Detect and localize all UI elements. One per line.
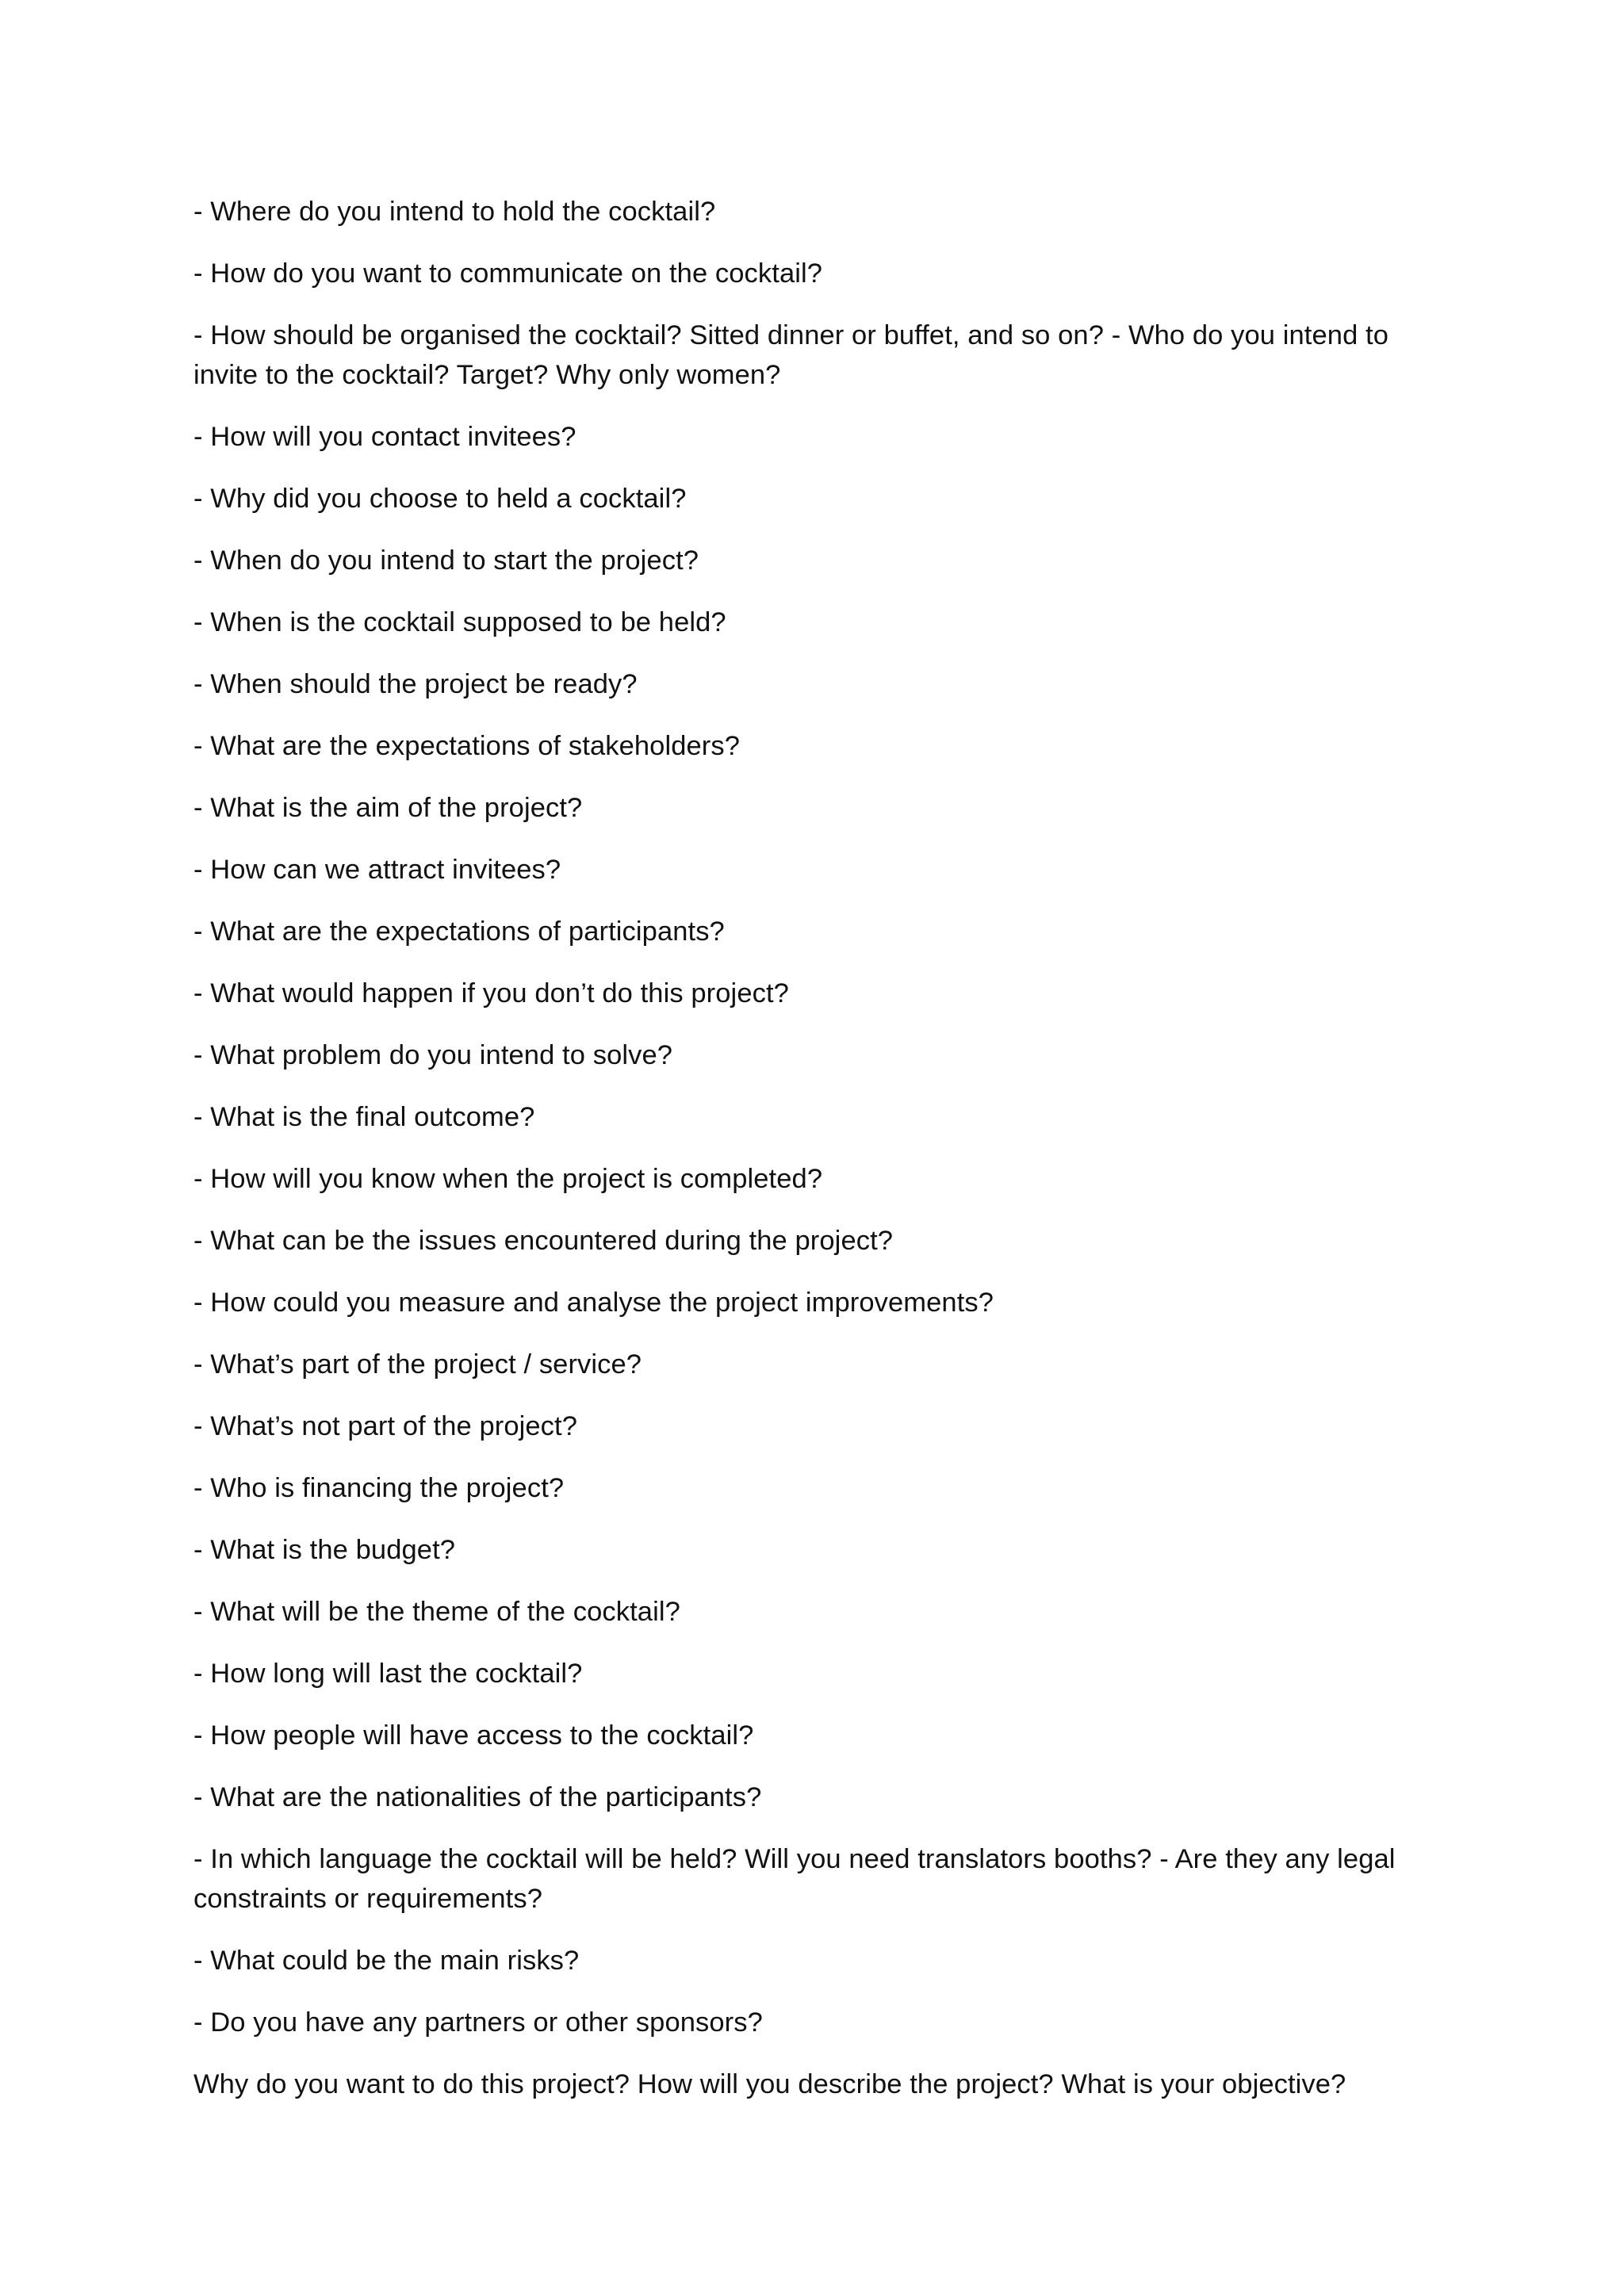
question-line: - What are the expectations of stakeholders? <box>193 731 741 761</box>
question-line: - What could be the main risks? <box>193 1946 580 1976</box>
question-line: - What are the nationalities of the participants? <box>193 1782 762 1812</box>
question-line: - In which language the cocktail will be held? Will you need translators booths? - Are they any legal constraints or requirements? <box>193 1844 1396 1914</box>
question-line: - What problem do you intend to solve? <box>193 1040 673 1070</box>
question-line: - What is the aim of the project? <box>193 793 583 823</box>
question-line: - What are the expectations of participants? <box>193 916 725 947</box>
question-line: - What is the budget? <box>193 1535 456 1565</box>
question-line: - How could you measure and analyse the project improvements? <box>193 1288 994 1318</box>
question-line: - How people will have access to the cocktail? <box>193 1720 754 1751</box>
question-line: - How will you contact invitees? <box>193 422 576 452</box>
question-line: - When do you intend to start the project? <box>193 545 699 576</box>
question-line: - Where do you intend to hold the cocktail? <box>193 197 716 227</box>
question-line: - Do you have any partners or other sponsors? <box>193 2007 763 2038</box>
question-line: - How will you know when the project is completed? <box>193 1164 823 1194</box>
question-line: - Who is financing the project? <box>193 1473 565 1503</box>
question-list <box>193 192 1446 2126</box>
question-line: - What will be the theme of the cocktail? <box>193 1597 680 1627</box>
question-line: - What’s part of the project / service? <box>193 1349 642 1380</box>
question-line: - How can we attract invitees? <box>193 855 561 885</box>
question-line: - Why did you choose to held a cocktail? <box>193 484 687 514</box>
question-line: - How do you want to communicate on the cocktail? <box>193 258 823 289</box>
question-line: - What can be the issues encountered during the project? <box>193 1226 894 1256</box>
question-line: - What’s not part of the project? <box>193 1411 577 1441</box>
question-line: - What is the final outcome? <box>193 1102 535 1132</box>
question-line: - When should the project be ready? <box>193 669 638 699</box>
closing-line: Why do you want to do this project? How will you describe the project? What is your objective? <box>193 2069 1346 2099</box>
question-line: - How long will last the cocktail? <box>193 1659 583 1689</box>
question-line: - When is the cocktail supposed to be held? <box>193 607 726 637</box>
question-line: - How should be organised the cocktail? Sitted dinner or buffet, and so on? - Who do you intend to invite to the cocktail? Target? Why only women? <box>193 320 1389 390</box>
question-line: - What would happen if you don’t do this project? <box>193 978 789 1008</box>
